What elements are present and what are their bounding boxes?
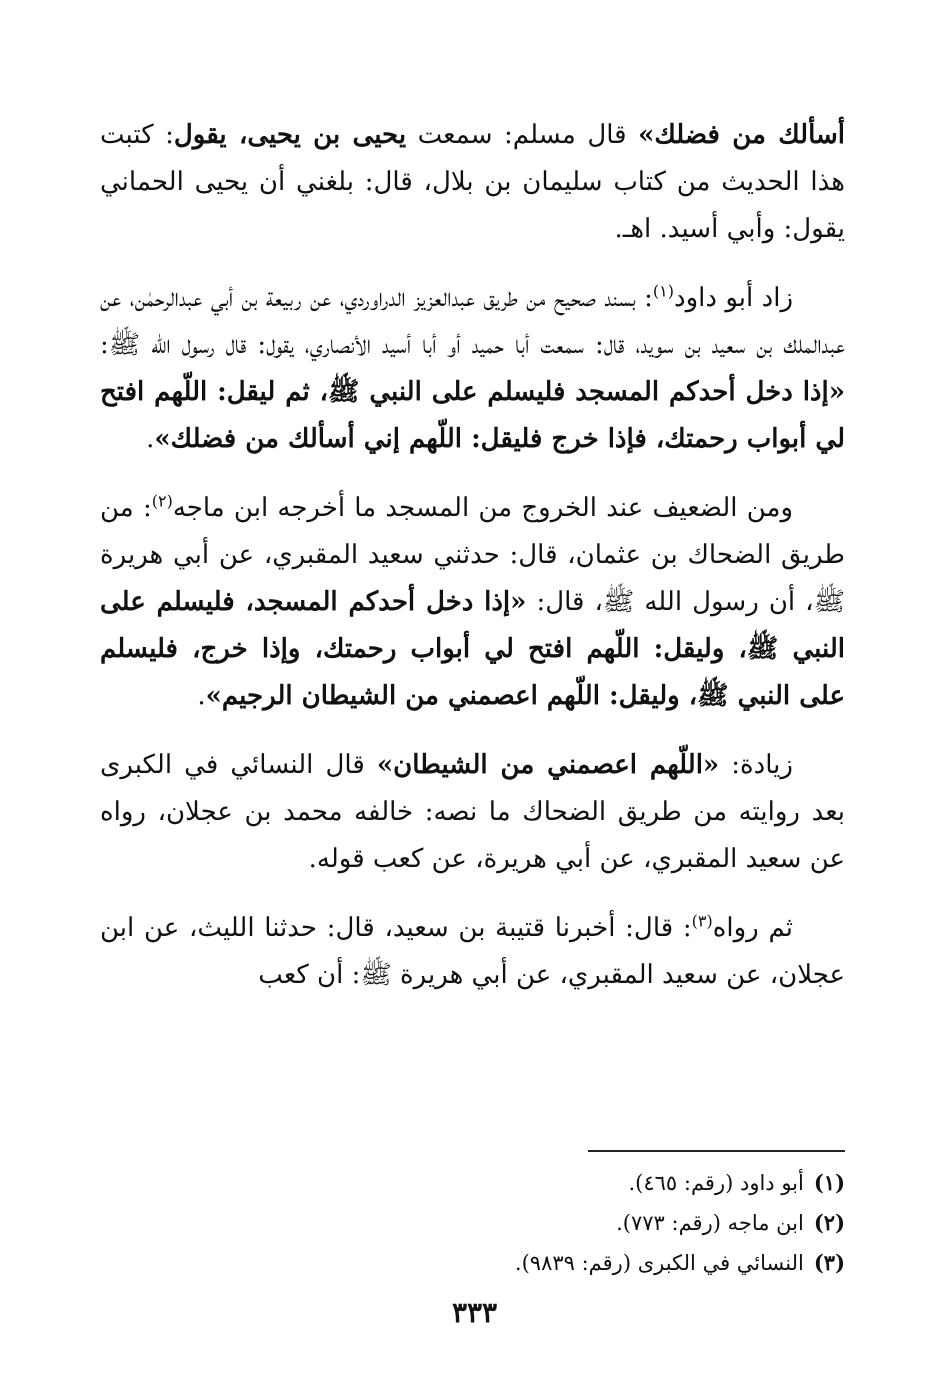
footnote-number: (٣) [813, 1250, 845, 1275]
footnote-ref: (٢) [151, 491, 173, 511]
text-run: : بسند صحيح من طريق عبدالعزيز الدراوردي، عن ربيعة بن أبي عبدالرحمٰن، عن عبدالملك بن سعيد بن سويد، قال: سمعت أبا حميد أو أبا أسيد الأنصاري، يقول: قال رسول الله ﷺ: [100, 283, 845, 360]
footnote-2 [345, 1203, 845, 1243]
paragraph-continuation [100, 112, 845, 253]
footnote-text: ابن ماجه (رقم: ٧٧٣). [616, 1211, 804, 1235]
text-run: ثم رواه [712, 913, 793, 943]
text-run: : كتبت هذا الحديث من كتاب سليمان بن بلال، قال: بلغني أن يحيى الحماني يقول: وأبي أسيد. اهـ. [100, 120, 845, 244]
page-number: ٣٣٣ [451, 1296, 498, 1329]
text-run: . [197, 681, 206, 711]
footnote-text: أبو داود (رقم: ٤٦٥). [628, 1171, 804, 1195]
text-run: : من طريق الضحاك بن عثمان، قال: حدثني سعيد المقبري، عن أبي هريرة ﷺ، أن رسول الله ﷺ، قال: [100, 493, 845, 617]
footnotes [345, 1163, 845, 1283]
paragraph-abu-dawud [100, 275, 845, 463]
text-run: : قال: أخبرنا قتيبة بن سعيد، قال: حدثنا الليث، عن ابن عجلان، عن سعيد المقبري، عن أبي هريرة ﷺ: أن كعب [100, 913, 845, 990]
paragraph-then-narrated [100, 905, 845, 999]
text-run: . [146, 424, 155, 454]
footnote-3 [345, 1243, 845, 1283]
main-text [100, 112, 845, 999]
text-run: ومن الضعيف عند الخروج من المسجد ما أخرجه ابن ماجه [172, 493, 793, 523]
footnote-number: (١) [813, 1170, 845, 1195]
paragraph-ibn-majah [100, 485, 845, 720]
footnote-divider [588, 1150, 845, 1152]
bold-text-run: «إذا دخل أحدكم المسجد، فليسلم على النبي ﷺ، وليقل: اللّهم افتح لي أبواب رحمتك، وإذا خرج، فليسلم على النبي ﷺ، وليقل: اللّهم اعصمني من الشيطان الرجيم» [100, 587, 845, 711]
footnote-ref: (١) [652, 281, 674, 301]
paragraph-addition [100, 742, 845, 883]
footnote-ref: (٣) [691, 911, 713, 931]
footnote-1 [345, 1163, 845, 1203]
bold-text-run: يحيى بن يحيى، يقول [173, 120, 407, 150]
text-run: زيادة: [719, 750, 793, 780]
text-run: زاد أبو داود [674, 283, 794, 313]
text-run: قال النسائي في الكبرى بعد روايته من طريق الضحاك ما نصه: خالفه محمد بن عجلان، رواه عن سعيد المقبري، عن أبي هريرة، عن كعب قوله. [100, 750, 845, 874]
bold-text-run: «إذا دخل أحدكم المسجد فليسلم على النبي ﷺ، ثم ليقل: اللّهم افتح لي أبواب رحمتك، فإذا خرج فليقل: اللّهم إني أسألك من فضلك» [100, 377, 845, 454]
bold-text-run: «اللّهم اعصمني من الشيطان» [376, 750, 720, 780]
footnote-text: النسائي في الكبرى (رقم: ٩٨٣٩). [514, 1251, 804, 1275]
bold-text-run: أسألك من فضلك» [638, 120, 846, 150]
footnote-number: (٢) [813, 1210, 845, 1235]
text-run: قال مسلم: سمعت [406, 120, 639, 150]
